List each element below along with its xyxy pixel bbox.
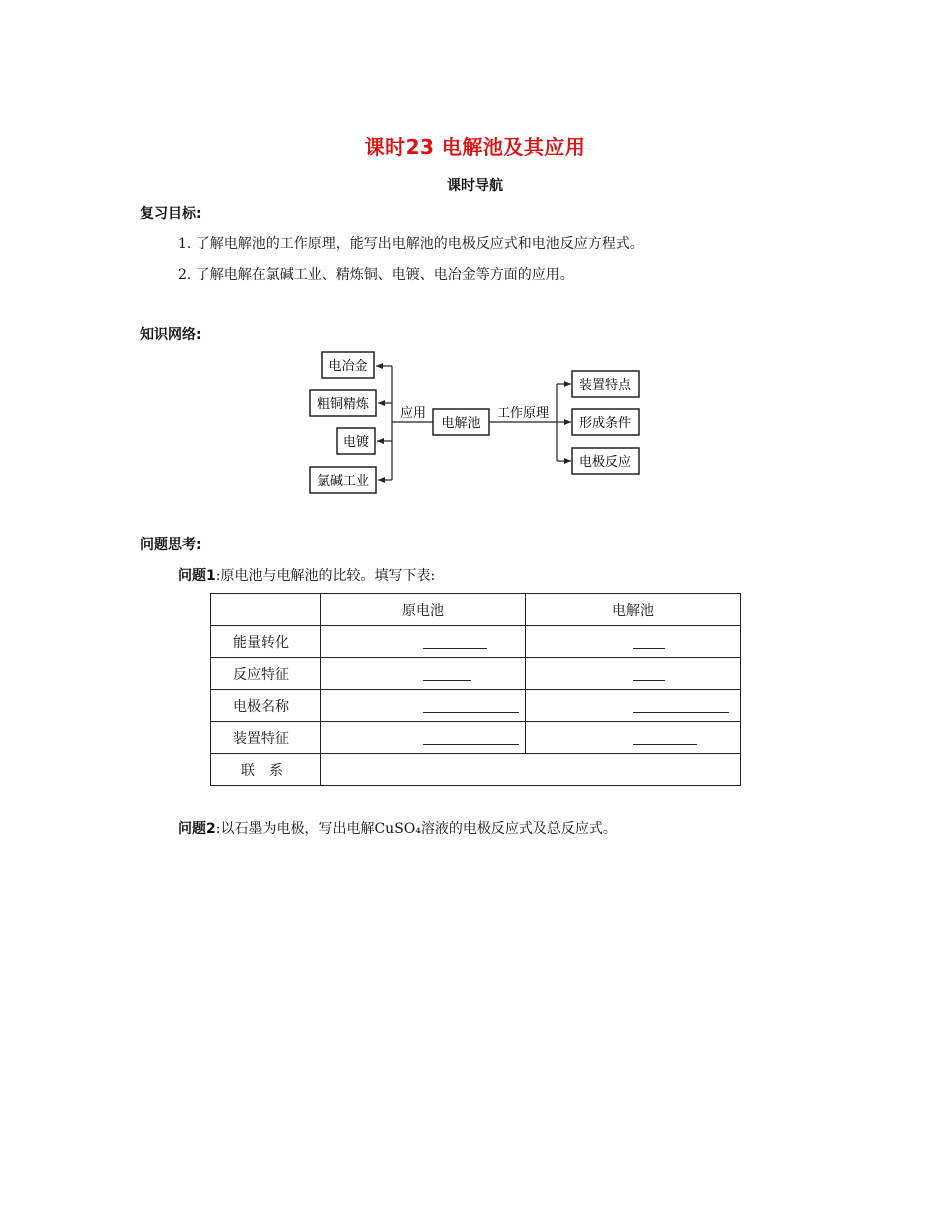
svg-text:电解池: 电解池 <box>441 416 481 431</box>
svg-text:电极反应: 电极反应 <box>578 455 632 470</box>
edge-label-working-principle: 工作原理 <box>496 406 550 421</box>
comparison-table <box>210 593 741 786</box>
row-label-device-features: 装置特征 <box>211 722 321 754</box>
svg-text:装置特点: 装置特点 <box>578 378 632 393</box>
question-1 <box>178 565 435 585</box>
answer-blank[interactable] <box>423 666 471 681</box>
table-header-row <box>211 594 741 626</box>
answer-blank[interactable] <box>633 730 697 745</box>
answer-blank[interactable] <box>633 698 729 713</box>
answer-blank-cell[interactable] <box>321 722 526 754</box>
node-electrometallurgy <box>322 352 374 378</box>
review-goal-1: 1. 了解电解池的工作原理，能写出电解池的电极反应式和电池反应方程式。 <box>178 236 644 252</box>
review-goal-2: 2. 了解电解在氯碱工业、精炼铜、电镀、电冶金等方面的应用。 <box>178 267 574 283</box>
answer-blank-cell[interactable] <box>321 626 526 658</box>
questions-heading: 问题思考: <box>140 537 202 553</box>
answer-blank-cell[interactable] <box>526 722 741 754</box>
knowledge-network-heading: 知识网络: <box>140 327 202 343</box>
node-electroplating <box>337 428 375 454</box>
knowledge-network-diagram <box>0 0 950 510</box>
row-label-electrode-names: 电极名称 <box>211 690 321 722</box>
svg-text:粗铜精炼: 粗铜精炼 <box>316 397 370 412</box>
answer-blank[interactable] <box>423 730 519 745</box>
answer-blank-cell[interactable] <box>321 690 526 722</box>
answer-blank[interactable] <box>633 634 665 649</box>
question-2 <box>178 818 617 838</box>
section-subtitle: 课时导航 <box>447 178 503 194</box>
answer-merged-cell[interactable] <box>321 754 741 786</box>
table-corner-cell <box>211 594 321 626</box>
node-electrolytic-cell <box>433 409 489 435</box>
svg-text:电冶金: 电冶金 <box>328 359 368 374</box>
table-row <box>211 722 741 754</box>
table-row <box>211 626 741 658</box>
question-2-label: 问题2 <box>178 821 216 837</box>
review-goals-heading: 复习目标: <box>140 206 202 222</box>
answer-blank-cell[interactable] <box>321 658 526 690</box>
column-header-galvanic-cell: 原电池 <box>321 594 526 626</box>
row-label-reaction-features: 反应特征 <box>211 658 321 690</box>
column-header-electrolytic-cell: 电解池 <box>526 594 741 626</box>
question-2-text: :以石墨为电极，写出电解CuSO₄溶液的电极反应式及总反应式。 <box>215 821 617 837</box>
answer-blank-cell[interactable] <box>526 626 741 658</box>
table-row <box>211 754 741 786</box>
answer-blank[interactable] <box>423 698 519 713</box>
answer-blank[interactable] <box>633 666 665 681</box>
answer-blank-cell[interactable] <box>526 658 741 690</box>
svg-text:电镀: 电镀 <box>342 435 370 450</box>
page-title: 课时23 电解池及其应用 <box>364 135 586 159</box>
question-1-label: 问题1 <box>178 568 216 584</box>
edge-label-application: 应用 <box>399 406 427 421</box>
node-chlor-alkali <box>310 467 376 493</box>
table-row <box>211 690 741 722</box>
row-label-relation: 联 系 <box>211 754 321 786</box>
svg-text:形成条件: 形成条件 <box>578 416 632 431</box>
node-device-features <box>572 371 639 397</box>
table-row <box>211 658 741 690</box>
row-label-energy-conversion: 能量转化 <box>211 626 321 658</box>
svg-text:氯碱工业: 氯碱工业 <box>316 474 370 489</box>
answer-blank[interactable] <box>423 634 487 649</box>
question-1-text: :原电池与电解池的比较。填写下表: <box>215 568 436 584</box>
answer-blank-cell[interactable] <box>526 690 741 722</box>
node-electrode-reaction <box>572 448 639 474</box>
node-copper-refining <box>310 390 376 416</box>
node-formation-conditions <box>572 409 639 435</box>
